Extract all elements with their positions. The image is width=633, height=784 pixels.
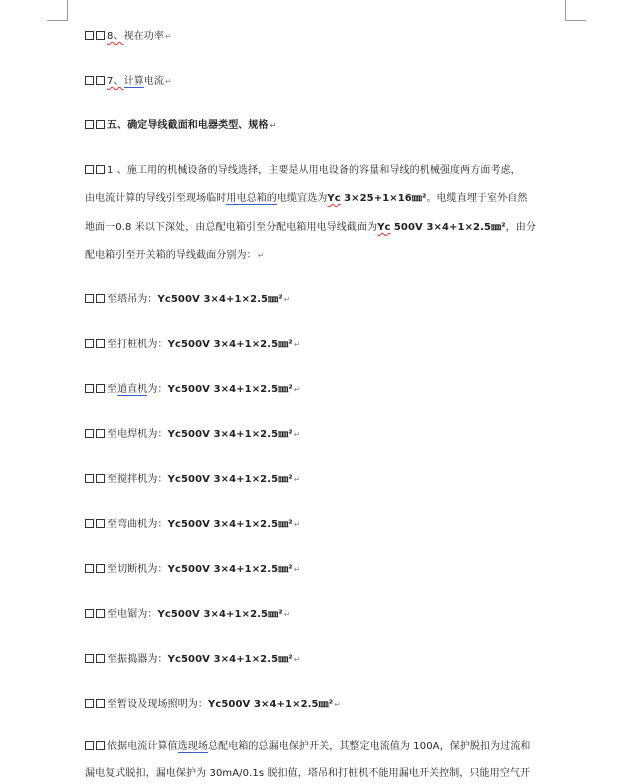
- checkbox-icon: [96, 165, 105, 174]
- cable-unit: ㎜²: [278, 564, 293, 575]
- list-item[interactable]: [85, 608, 291, 622]
- list-item[interactable]: [85, 653, 301, 667]
- paragraph-line: [85, 249, 265, 263]
- cable-spec: Yc500V 3×4+1×2.5: [167, 564, 279, 575]
- cable-spec: Yc500V 3×4+1×2.5: [167, 654, 279, 665]
- checkbox-icon: [96, 699, 105, 708]
- checkbox-icon: [85, 741, 94, 750]
- checkbox-icon: [96, 609, 105, 618]
- checkbox-icon: [85, 120, 94, 129]
- item-label: 至暂设及现场照明为：: [107, 699, 208, 710]
- cable-spec: Yc500V 3×4+1×2.5: [157, 294, 269, 305]
- checkbox-icon: [96, 564, 105, 573]
- checkbox-icon: [85, 31, 94, 40]
- list-item[interactable]: [85, 293, 291, 307]
- checkbox-icon: [96, 384, 105, 393]
- paragraph-mark: ↵: [293, 520, 301, 529]
- cable-spec: Yc500V 3×4+1×2.5: [167, 474, 279, 485]
- cable-spec: Yc500V 3×4+1×2.5: [157, 609, 269, 620]
- cable-code: Yc: [327, 193, 341, 204]
- paragraph-mark: ↵: [293, 655, 301, 664]
- paragraph-text: 电缆宜选为: [276, 193, 328, 204]
- checkbox-icon: [85, 609, 94, 618]
- list-item[interactable]: [85, 563, 301, 577]
- item-label: 至塔吊为：: [107, 294, 158, 305]
- cable-unit: ㎜²: [278, 339, 293, 350]
- cable-unit: ㎜²: [278, 429, 293, 440]
- item-label: 至电锯为：: [107, 609, 158, 620]
- checkbox-icon: [85, 429, 94, 438]
- list-item[interactable]: [85, 473, 301, 487]
- cable-unit: ㎜²: [491, 222, 506, 233]
- paragraph-mark: ↵: [334, 700, 341, 709]
- paragraph-line: [85, 221, 536, 235]
- checkbox-icon: [96, 120, 105, 129]
- cable-spec: 3×25+1×16: [344, 193, 412, 204]
- paragraph-text: 。电缆直埋于室外自然: [426, 193, 528, 204]
- cable-spec: Yc500V 3×4+1×2.5: [167, 384, 279, 395]
- paragraph-text: 总配电箱的总漏电保护开关，其整定电流值为 100A，保护脱扣为过流和: [208, 741, 531, 752]
- paragraph-line: [85, 164, 521, 178]
- checkbox-icon: [96, 76, 105, 85]
- checkbox-icon: [96, 741, 105, 750]
- item-label: 至弯曲机为：: [107, 519, 168, 530]
- item-label: 为：: [147, 384, 168, 395]
- checkbox-icon: [85, 294, 94, 303]
- list-item-8[interactable]: [85, 30, 172, 44]
- paragraph-mark: ↵: [293, 565, 301, 574]
- checkbox-icon: [85, 165, 94, 174]
- cable-unit: ㎜²: [278, 384, 293, 395]
- checkbox-icon: [85, 699, 94, 708]
- paragraph-mark: ↵: [257, 251, 265, 260]
- paragraph-line: [85, 740, 531, 754]
- checkbox-icon: [96, 339, 105, 348]
- item-label: 至振捣器为：: [107, 654, 168, 665]
- cable-unit: ㎜²: [411, 193, 427, 204]
- checkbox-icon: [85, 384, 94, 393]
- paragraph-mark: ↵: [269, 121, 277, 130]
- paragraph-text: 配电箱引至开关箱的导线截面分别为：: [85, 250, 257, 261]
- item-number: 7、: [107, 76, 124, 87]
- paragraph-mark: ↵: [164, 32, 172, 41]
- item-label: 视在功率: [123, 31, 164, 42]
- checkbox-icon: [96, 519, 105, 528]
- cable-spec: Yc500V 3×4+1×2.5: [167, 519, 279, 530]
- item-label: 电流: [143, 76, 164, 87]
- cable-unit: ㎜²: [278, 654, 293, 665]
- checkbox-icon: [85, 654, 94, 663]
- item-number: 8、: [107, 31, 124, 42]
- checkbox-icon: [96, 31, 105, 40]
- paragraph-text: ，由分: [505, 222, 536, 233]
- cable-code: Yc: [377, 222, 391, 233]
- cable-unit: ㎜²: [318, 699, 334, 710]
- cable-unit: ㎜²: [278, 519, 293, 530]
- list-item[interactable]: [85, 698, 341, 712]
- item-label: 至搅拌机为：: [107, 474, 168, 485]
- page-corner-mark-left: [47, 0, 68, 21]
- checkbox-icon: [96, 474, 105, 483]
- item-label: 至电焊机为：: [107, 429, 168, 440]
- paragraph-link-text: 选现场: [177, 741, 209, 752]
- cable-unit: ㎜²: [268, 609, 283, 620]
- paragraph-text: 漏电复式脱扣，漏电保护为 30mA/0.1s 脱扣值，塔吊和打桩机不能用漏电开关控制，只能用空气开: [85, 768, 531, 779]
- paragraph-mark: ↵: [293, 385, 301, 394]
- paragraph-mark: ↵: [293, 430, 301, 439]
- paragraph-line: [85, 767, 530, 781]
- list-item-7[interactable]: [85, 75, 172, 89]
- cable-spec: 500V 3×4+1×2.5: [393, 222, 492, 233]
- list-item[interactable]: [85, 338, 301, 352]
- item-label: 至打桩机为：: [107, 339, 168, 350]
- cable-unit: ㎜²: [278, 474, 293, 485]
- checkbox-icon: [96, 294, 105, 303]
- list-item[interactable]: [85, 383, 301, 397]
- cable-unit: ㎜²: [268, 294, 283, 305]
- paragraph-link-text: 用电总箱的: [226, 193, 277, 204]
- checkbox-icon: [85, 474, 94, 483]
- paragraph-line: [85, 192, 527, 206]
- checkbox-icon: [85, 76, 94, 85]
- checkbox-icon: [85, 519, 94, 528]
- checkbox-icon: [85, 339, 94, 348]
- section-title: 五、确定导线截面和电器类型、规格: [107, 120, 269, 131]
- paragraph-mark: ↵: [293, 475, 301, 484]
- page-corner-mark-right: [565, 0, 586, 21]
- item-label-link: 道直机: [117, 384, 148, 395]
- paragraph-mark: ↵: [164, 77, 172, 86]
- item-label: 至切断机为：: [107, 564, 168, 575]
- paragraph-mark: ↵: [293, 340, 301, 349]
- checkbox-icon: [96, 654, 105, 663]
- cable-spec: Yc500V 3×4+1×2.5: [167, 429, 279, 440]
- cable-spec: Yc500V 3×4+1×2.5: [167, 339, 279, 350]
- checkbox-icon: [96, 429, 105, 438]
- paragraph-text: 1 、施工用的机械设备的导线选择，主要是从用电设备的容量和导线的机械强度两方面考虑，: [107, 165, 521, 176]
- cable-spec: Yc500V 3×4+1×2.5: [208, 699, 319, 710]
- item-label-link: 计算: [123, 76, 144, 87]
- paragraph-mark: ↵: [283, 295, 291, 304]
- item-label: 至: [107, 384, 118, 395]
- list-item[interactable]: [85, 428, 301, 442]
- list-item[interactable]: [85, 518, 301, 532]
- section-heading: [85, 119, 276, 133]
- paragraph-text: 依据电流计算值: [107, 741, 178, 752]
- checkbox-icon: [85, 564, 94, 573]
- paragraph-mark: ↵: [283, 610, 291, 619]
- paragraph-text: 地面一0.8 米以下深处，由总配电箱引至分配电箱用电导线截面为: [85, 222, 378, 233]
- paragraph-text: 由电流计算的导线引至现场临时: [85, 193, 227, 204]
